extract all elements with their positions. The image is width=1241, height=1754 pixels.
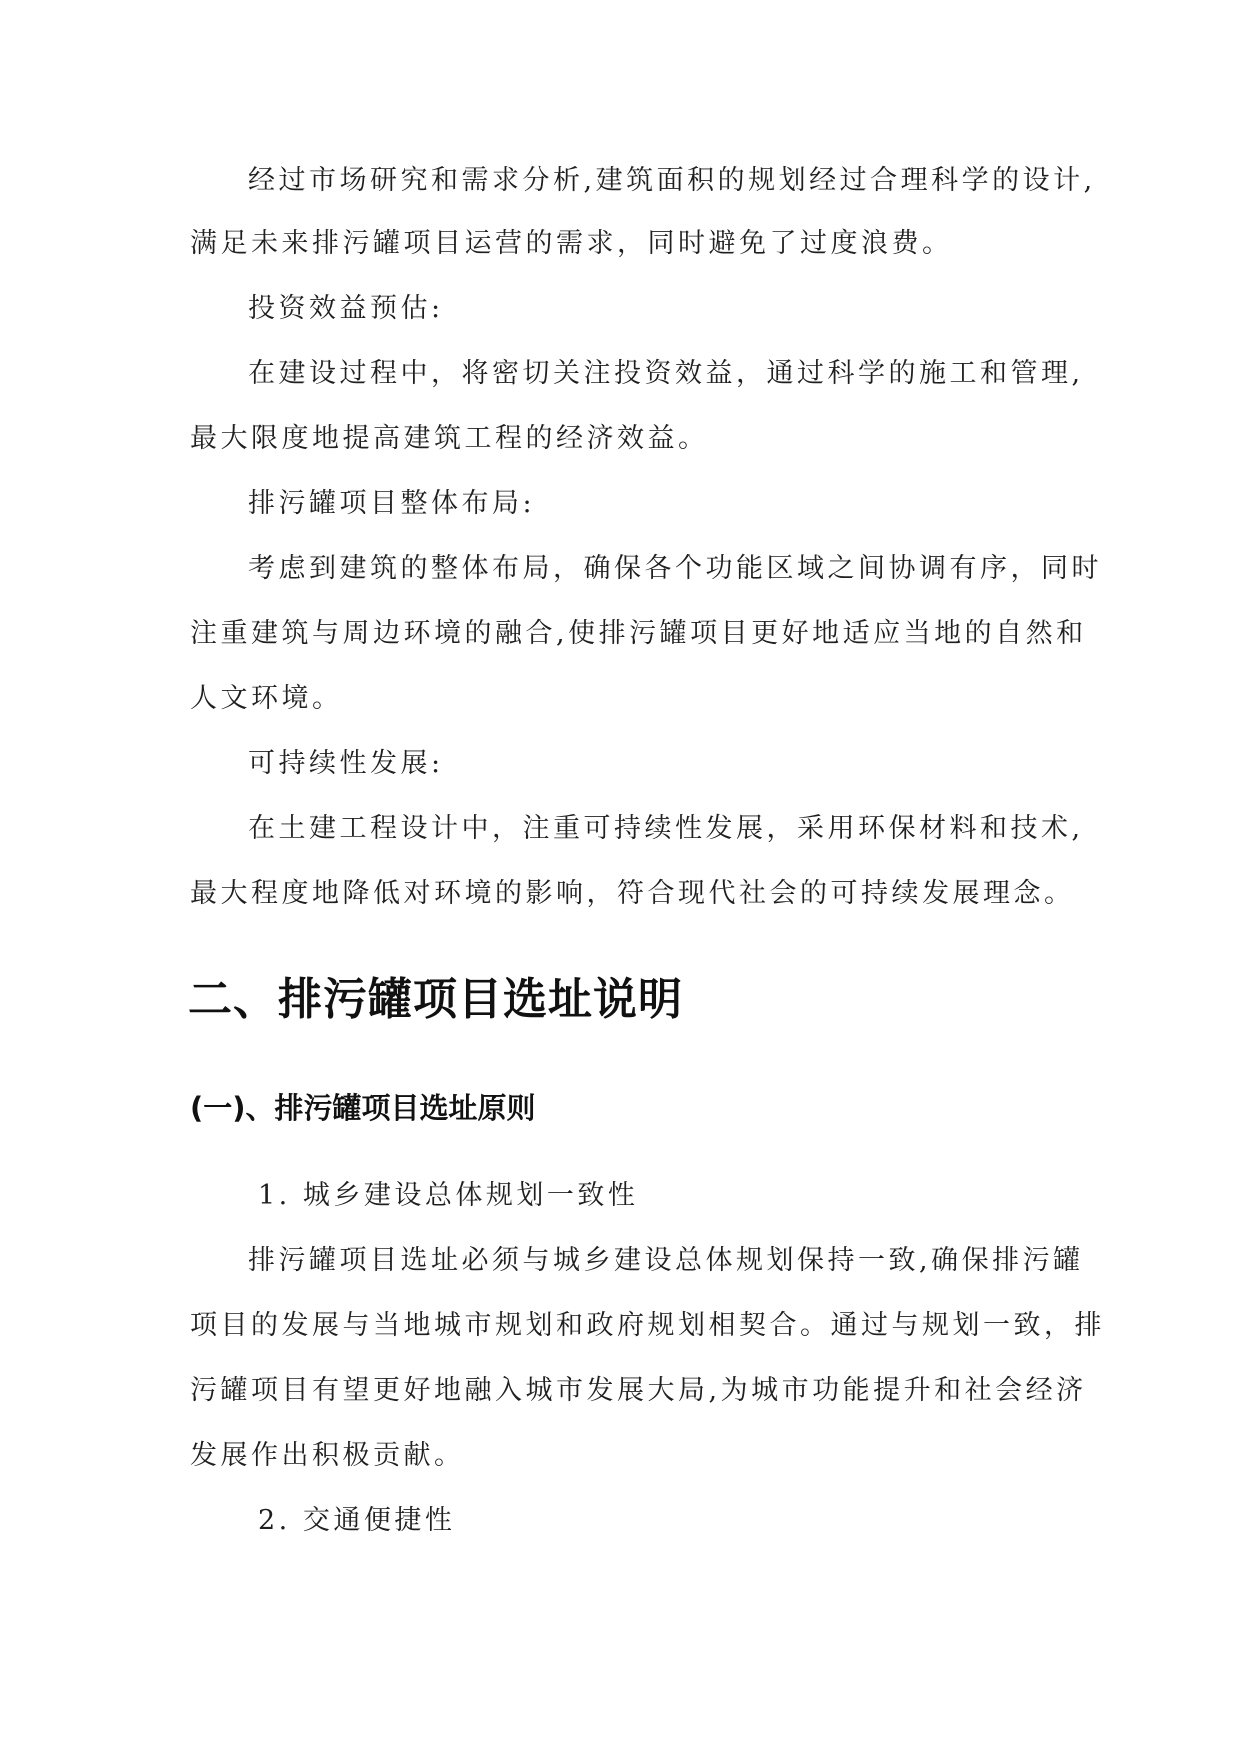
list-item-title: 2. 交通便捷性: [258, 1505, 456, 1536]
paragraph-line: 经过市场研究和需求分析,建筑面积的规划经过合理科学的设计,: [248, 165, 1096, 196]
paragraph-label: 投资效益预估:: [248, 293, 444, 324]
paragraph-line: 发展作出积极贡献。: [190, 1440, 465, 1471]
paragraph-line: 在建设过程中，将密切关注投资效益，通过科学的施工和管理,: [248, 358, 1084, 389]
paragraph-line: 排污罐项目选址必须与城乡建设总体规划保持一致,确保排污罐: [248, 1245, 1084, 1276]
subsection-heading: (一)、排污罐项目选址原则: [190, 1091, 536, 1125]
paragraph-line: 考虑到建筑的整体布局，确保各个功能区域之间协调有序，同时: [248, 553, 1102, 584]
paragraph-line: 人文环境。: [190, 683, 343, 714]
paragraph-line: 在土建工程设计中，注重可持续性发展，采用环保材料和技术,: [248, 813, 1084, 844]
paragraph-line: 满足未来排污罐项目运营的需求，同时避免了过度浪费。: [190, 228, 953, 259]
paragraph-line: 最大程度地降低对环境的影响，符合现代社会的可持续发展理念。: [190, 878, 1075, 909]
list-item-title: 1. 城乡建设总体规划一致性: [258, 1180, 639, 1211]
paragraph-line: 污罐项目有望更好地融入城市发展大局,为城市功能提升和社会经济: [190, 1375, 1087, 1406]
section-heading: 二、排污罐项目选址说明: [188, 974, 683, 1025]
paragraph-line: 注重建筑与周边环境的融合,使排污罐项目更好地适应当地的自然和: [190, 618, 1087, 649]
paragraph-label: 排污罐项目整体布局:: [248, 488, 536, 519]
paragraph-line: 最大限度地提高建筑工程的经济效益。: [190, 423, 709, 454]
paragraph-label: 可持续性发展:: [248, 748, 444, 779]
paragraph-line: 项目的发展与当地城市规划和政府规划相契合。通过与规划一致，排: [190, 1310, 1105, 1341]
